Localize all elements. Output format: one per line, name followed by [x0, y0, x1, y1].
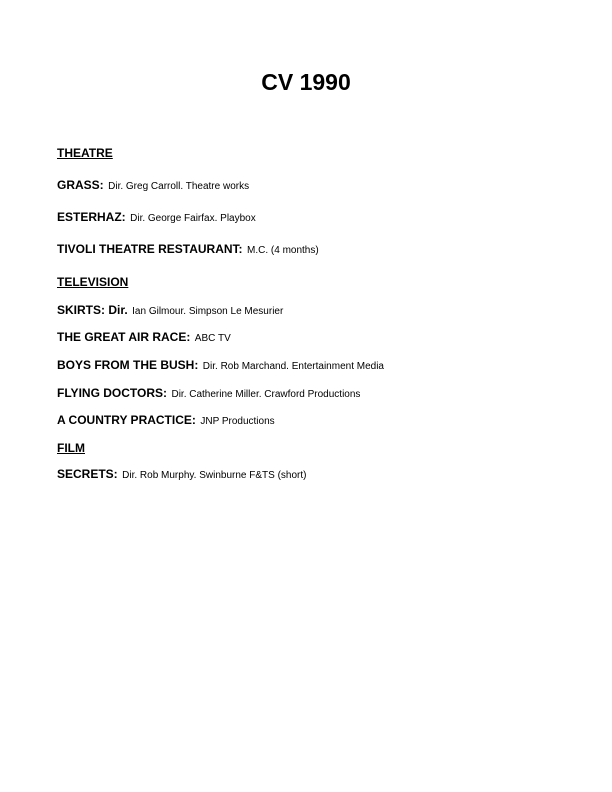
credit-title: GRASS:	[57, 178, 104, 192]
credit-entry-boys-from-the-bush	[57, 358, 384, 374]
credit-entry-a-country-practice	[57, 413, 275, 429]
credit-detail: Dir. Rob Murphy. Swinburne F&TS (short)	[122, 470, 307, 481]
credit-detail: M.C. (4 months)	[247, 245, 319, 256]
credit-detail: Dir. Rob Marchand. Entertainment Media	[202, 361, 384, 372]
credit-title: TIVOLI THEATRE RESTAURANT:	[57, 242, 243, 256]
page-title: CV 1990	[261, 69, 351, 95]
credit-entry-great-air-race	[57, 330, 231, 346]
credit-title: FLYING DOCTORS:	[57, 386, 168, 400]
credit-detail: Dir. Greg Carroll. Theatre works	[108, 181, 250, 192]
credit-title: A COUNTRY PRACTICE:	[57, 413, 196, 427]
credit-title: SKIRTS: Dir.	[57, 303, 128, 317]
credit-detail: Dir. Catherine Miller. Crawford Productions	[171, 389, 361, 400]
credit-title: SECRETS:	[57, 467, 118, 481]
section-heading-theatre: THEATRE	[57, 146, 113, 160]
credit-entry-grass	[57, 178, 249, 194]
credit-entry-skirts	[57, 303, 283, 319]
credit-entry-flying-doctors	[57, 386, 360, 402]
credit-detail: Ian Gilmour. Simpson Le Mesurier	[132, 306, 284, 317]
section-heading-television: TELEVISION	[57, 275, 129, 289]
section-heading-film: FILM	[57, 441, 85, 455]
credit-entry-secrets	[57, 467, 306, 483]
credit-entry-tivoli	[57, 242, 319, 258]
credit-detail: ABC TV	[194, 333, 231, 344]
credit-detail: JNP Productions	[200, 416, 275, 427]
credit-title: THE GREAT AIR RACE:	[57, 330, 191, 344]
credit-title: BOYS FROM THE BUSH:	[57, 358, 199, 372]
credit-entry-esterhaz	[57, 210, 256, 226]
credit-title: ESTERHAZ:	[57, 210, 126, 224]
credit-detail: Dir. George Fairfax. Playbox	[130, 213, 256, 224]
